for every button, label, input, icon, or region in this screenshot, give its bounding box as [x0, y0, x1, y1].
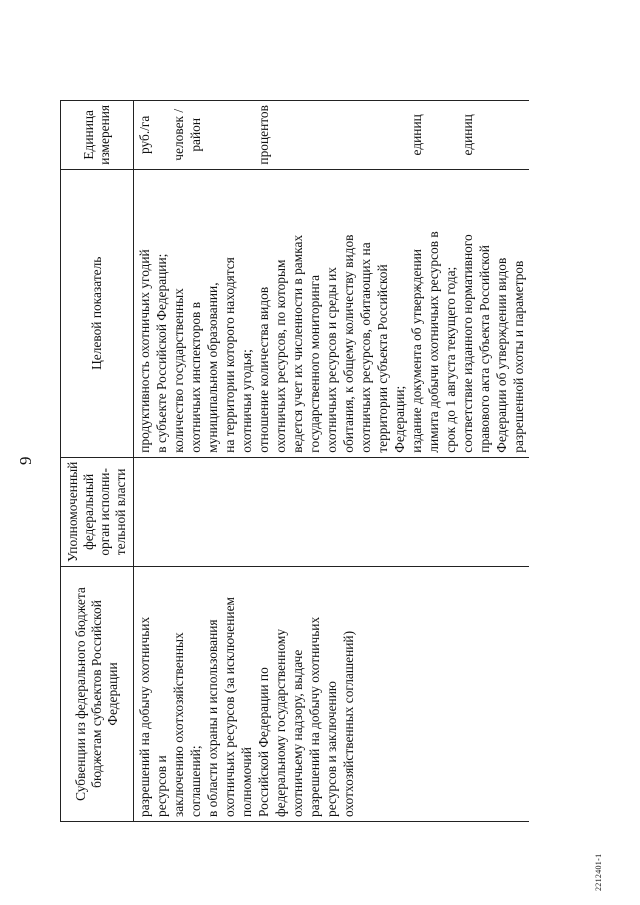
table-row — [134, 100, 530, 821]
subsidy-table — [60, 100, 529, 822]
target-line: государственного мониторинга — [307, 274, 322, 453]
target-line: Федерации; — [392, 385, 407, 453]
target-line: территории субъекта Российской — [375, 264, 390, 453]
subsidy-line: ресурсов и — [154, 755, 169, 817]
header-target: Целевой показатель — [61, 169, 134, 457]
subsidy-line: охотничьему надзору, выдаче — [290, 649, 305, 817]
target-line: количество государственных — [171, 288, 186, 453]
target-line: охотничьи угодья; — [239, 349, 254, 453]
target-line: издание документа об утверждении — [409, 249, 424, 453]
target-cell — [134, 169, 530, 457]
header-subsidy: Субвенции из федерального бюджета бюджетам субъектов Российской Федерации — [61, 567, 134, 822]
subsidy-line: полномочий — [239, 747, 254, 817]
unit-value: единиц — [460, 114, 475, 156]
target-line: отношение количества видов — [256, 286, 271, 453]
subsidy-line: Российской Федерации по — [256, 667, 271, 817]
target-line: правового акта субъекта Российской — [477, 245, 492, 453]
unit-cell — [134, 100, 530, 169]
subsidy-line: разрешений на добычу охотничьих — [137, 616, 152, 817]
target-line: соответствие изданного нормативного — [460, 234, 475, 453]
target-line: ведется учет их численности в рамках — [290, 234, 305, 453]
target-line: на территории которого находятся — [222, 257, 237, 453]
subsidy-cell — [134, 567, 530, 822]
subsidy-line: заключению охотхозяйственных — [171, 632, 186, 817]
unit-value: единиц — [409, 114, 424, 156]
target-line: охотничьих ресурсов, по которым — [273, 259, 288, 453]
table-header-row — [61, 100, 134, 821]
target-line: в субъекте Российской Федерации; — [154, 253, 169, 453]
target-line: охотничьих ресурсов и среды их — [324, 267, 339, 453]
unit-value: процентов — [256, 105, 271, 165]
subsidy-line: ресурсов и заключению — [324, 681, 339, 817]
subsidy-line: в области охраны и использования — [205, 619, 220, 817]
subsidy-line: соглашений; — [188, 745, 203, 817]
target-line: продуктивность охотничьих угодий — [137, 249, 152, 453]
target-line: обитания, к общему количеству видов — [341, 234, 356, 453]
header-organ: Уполномоченный федеральный орган исполни-тельной власти — [61, 457, 134, 566]
document-code: 2212401-1 — [594, 853, 603, 891]
target-line: лимита добычи охотничьих ресурсов в — [426, 231, 441, 453]
target-line: разрешенной охоты и параметров — [511, 260, 526, 453]
unit-value: руб./га — [137, 115, 152, 154]
subsidy-line: разрешений на добычу охотничьих — [307, 616, 322, 817]
subsidy-line: охотхозяйственных соглашений) — [341, 630, 356, 817]
header-unit: Единица измерения — [61, 100, 134, 169]
subsidy-line: охотничьих ресурсов (за исключением — [222, 597, 237, 817]
subsidy-line: федеральному государственному — [273, 628, 288, 817]
target-line: муниципальном образовании, — [205, 282, 220, 453]
unit-value: человек / — [171, 108, 186, 161]
organ-cell — [134, 457, 530, 566]
unit-value: район — [188, 117, 203, 152]
target-line: Федерации об утверждении видов — [494, 257, 509, 453]
target-line: охотничьих ресурсов, обитающих на — [358, 242, 373, 453]
page-number: 9 — [16, 456, 35, 465]
target-line: охотничьих инспекторов в — [188, 301, 203, 453]
target-line: срок до 1 августа текущего года; — [443, 266, 458, 453]
